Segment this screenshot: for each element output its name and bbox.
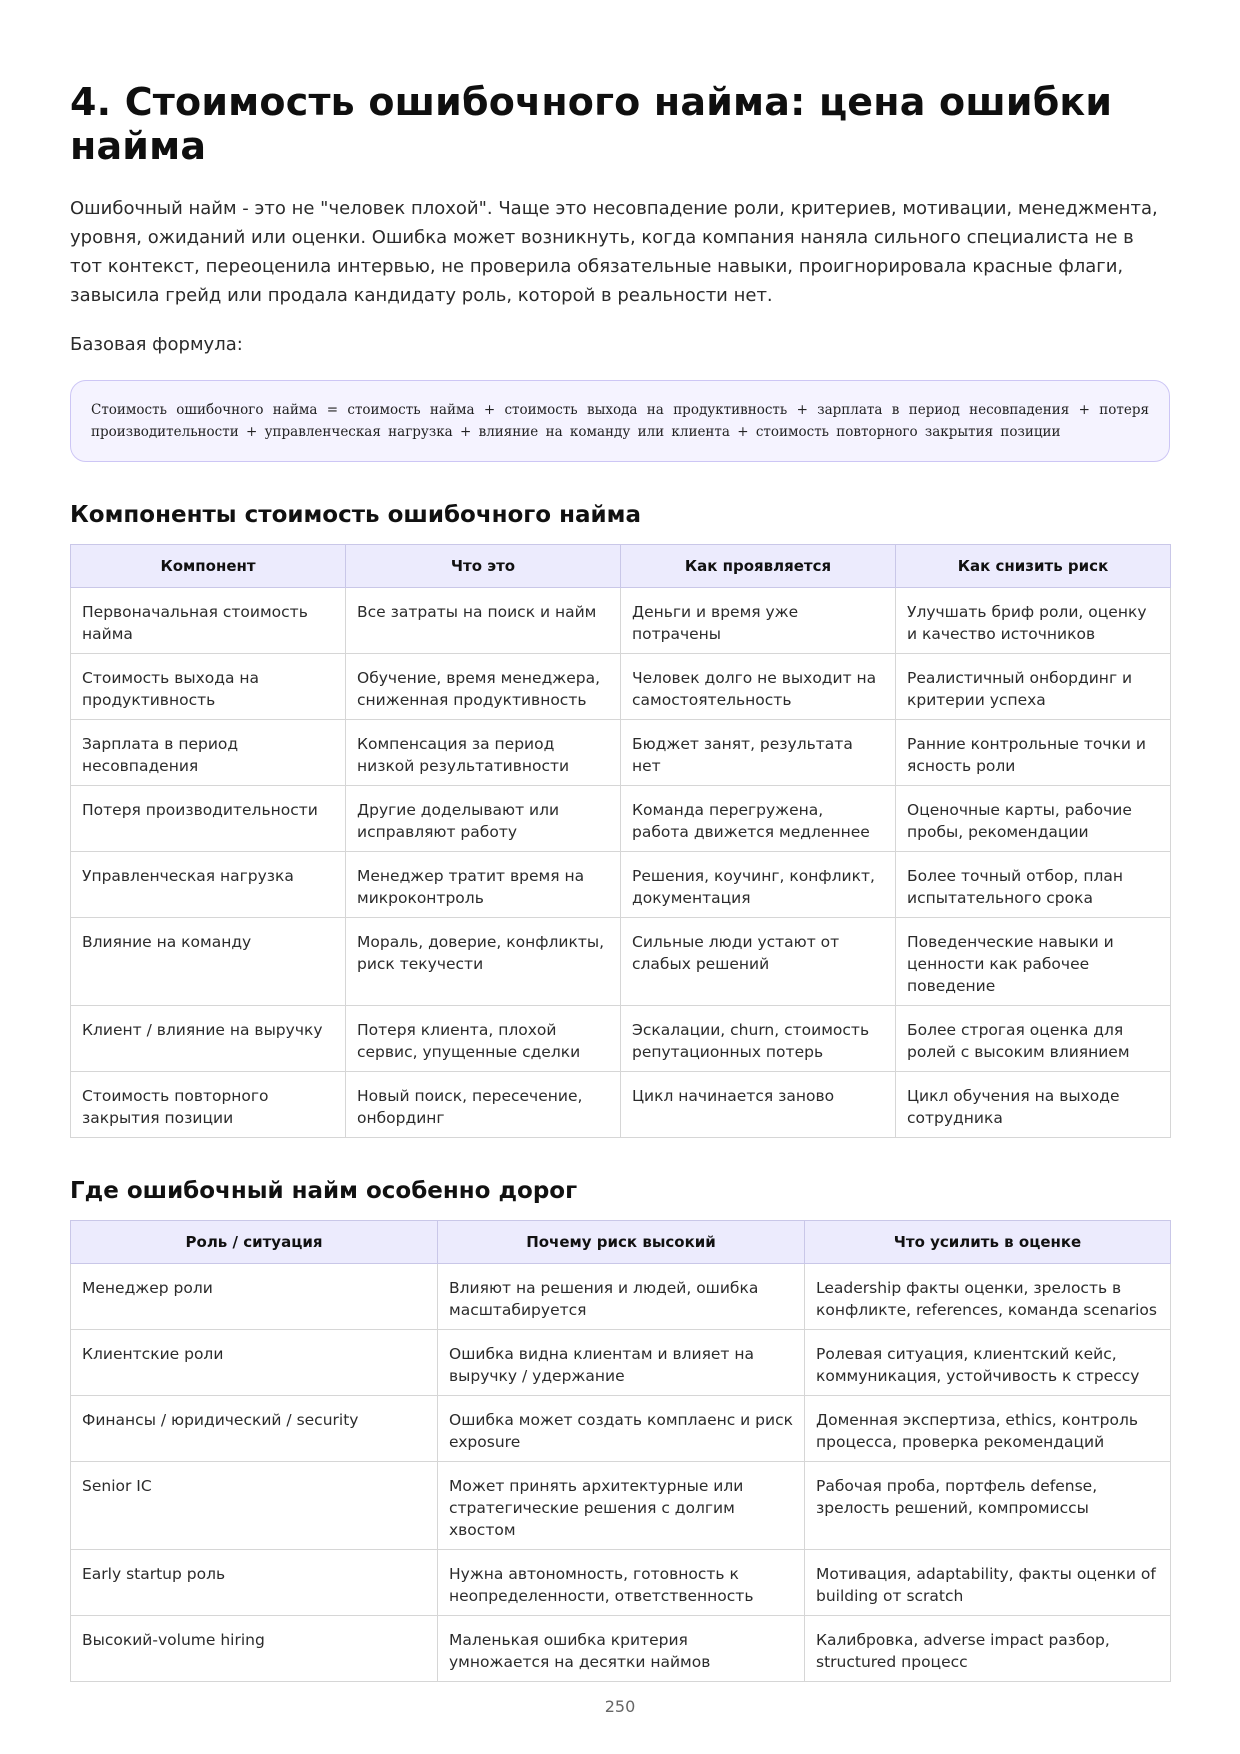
expensive-roles-table xyxy=(70,1220,1171,1682)
table-cell: Человек долго не выходит на самостоятельность xyxy=(621,654,896,720)
table-cell: Сильные люди устают от слабых решений xyxy=(621,918,896,1006)
table-cell: Мотивация, adaptability, факты оценки of building от scratch xyxy=(805,1550,1171,1616)
table-cell: Эскалации, churn, стоимость репутационных потерь xyxy=(621,1006,896,1072)
table-cell: Маленькая ошибка критерия умножается на десятки наймов xyxy=(438,1616,805,1682)
table-cell: Ранние контрольные точки и ясность роли xyxy=(896,720,1171,786)
table-cell: Улучшать бриф роли, оценку и качество источников xyxy=(896,588,1171,654)
table-cell: Финансы / юридический / security xyxy=(71,1396,438,1462)
table-cell: Клиент / влияние на выручку xyxy=(71,1006,346,1072)
table-cell: Калибровка, adverse impact разбор, structured процесс xyxy=(805,1616,1171,1682)
table-cell: Бюджет занят, результата нет xyxy=(621,720,896,786)
table-cell: Деньги и время уже потрачены xyxy=(621,588,896,654)
table-cell: Leadership факты оценки, зрелость в конфликте, references, команда scenarios xyxy=(805,1264,1171,1330)
table-cell: Мораль, доверие, конфликты, риск текучести xyxy=(346,918,621,1006)
components-table xyxy=(70,544,1171,1138)
table-cell: Senior IC xyxy=(71,1462,438,1550)
table-cell: Доменная экспертиза, ethics, контроль процесса, проверка рекомендаций xyxy=(805,1396,1171,1462)
table-row xyxy=(71,654,1171,720)
table-cell: Новый поиск, пересечение, онбординг xyxy=(346,1072,621,1138)
table-cell: Влияние на команду xyxy=(71,918,346,1006)
table-cell: Другие доделывают или исправляют работу xyxy=(346,786,621,852)
column-header: Как снизить риск xyxy=(896,545,1171,588)
column-header: Почему риск высокий xyxy=(438,1221,805,1264)
table-cell: Компенсация за период низкой результативности xyxy=(346,720,621,786)
formula-box: Стоимость ошибочного найма = стоимость найма + стоимость выхода на продуктивность + зарплата в период несовпадения + потеря производительности + управленческая нагрузка + влияние на команду или клиента + стоимость повторного закрытия позиции xyxy=(70,380,1170,462)
column-header: Как проявляется xyxy=(621,545,896,588)
table-cell: Ролевая ситуация, клиентский кейс, коммуникация, устойчивость к стрессу xyxy=(805,1330,1171,1396)
table-cell: Рабочая проба, портфель defense, зрелость решений, компромиссы xyxy=(805,1462,1171,1550)
column-header: Компонент xyxy=(71,545,346,588)
column-header: Что это xyxy=(346,545,621,588)
table-cell: Более точный отбор, план испытательного срока xyxy=(896,852,1171,918)
formula-label: Базовая формула: xyxy=(70,334,243,355)
table-row xyxy=(71,1072,1171,1138)
table-row xyxy=(71,1462,1171,1550)
table-cell: Менеджер роли xyxy=(71,1264,438,1330)
table-cell: Зарплата в период несовпадения xyxy=(71,720,346,786)
table-cell: Команда перегружена, работа движется медленнее xyxy=(621,786,896,852)
table-cell: Цикл начинается заново xyxy=(621,1072,896,1138)
components-heading: Компоненты стоимость ошибочного найма xyxy=(70,502,641,528)
table-cell: Менеджер тратит время на микроконтроль xyxy=(346,852,621,918)
table-cell: Оценочные карты, рабочие пробы, рекомендации xyxy=(896,786,1171,852)
table-cell: Поведенческие навыки и ценности как рабочее поведение xyxy=(896,918,1171,1006)
table-row xyxy=(71,852,1171,918)
table-cell: Ошибка может создать комплаенс и риск exposure xyxy=(438,1396,805,1462)
table-header-row xyxy=(71,1221,1171,1264)
table-cell: Все затраты на поиск и найм xyxy=(346,588,621,654)
table-row xyxy=(71,1396,1171,1462)
table-row xyxy=(71,918,1171,1006)
page-title: 4. Стоимость ошибочного найма: цена ошибки найма xyxy=(70,80,1113,168)
table-header-row xyxy=(71,545,1171,588)
page-number: 250 xyxy=(604,1697,636,1716)
table-row xyxy=(71,1550,1171,1616)
expensive-heading: Где ошибочный найм особенно дорог xyxy=(70,1178,578,1204)
table-cell: Управленческая нагрузка xyxy=(71,852,346,918)
column-header: Что усилить в оценке xyxy=(805,1221,1171,1264)
table-cell: Потеря клиента, плохой сервис, упущенные сделки xyxy=(346,1006,621,1072)
table-row xyxy=(71,588,1171,654)
table-cell: Нужна автономность, готовность к неопределенности, ответственность xyxy=(438,1550,805,1616)
table-row xyxy=(71,1006,1171,1072)
table-row xyxy=(71,1330,1171,1396)
table-cell: Решения, коучинг, конфликт, документация xyxy=(621,852,896,918)
table-cell: Высокий-volume hiring xyxy=(71,1616,438,1682)
table-cell: Может принять архитектурные или стратегические решения с долгим хвостом xyxy=(438,1462,805,1550)
table-row xyxy=(71,1264,1171,1330)
table-cell: Клиентские роли xyxy=(71,1330,438,1396)
table-row xyxy=(71,786,1171,852)
table-row xyxy=(71,720,1171,786)
table-cell: Стоимость повторного закрытия позиции xyxy=(71,1072,346,1138)
column-header: Роль / ситуация xyxy=(71,1221,438,1264)
table-cell: Реалистичный онбординг и критерии успеха xyxy=(896,654,1171,720)
table-cell: Стоимость выхода на продуктивность xyxy=(71,654,346,720)
table-row xyxy=(71,1616,1171,1682)
table-cell: Цикл обучения на выходе сотрудника xyxy=(896,1072,1171,1138)
table-cell: Early startup роль xyxy=(71,1550,438,1616)
intro-paragraph: Ошибочный найм - это не "человек плохой". Чаще это несовпадение роли, критериев, мотивации, менеджмента, уровня, ожиданий или оценки. Ошибка может возникнуть, когда компания наняла сильного специалиста не в тот контекст, переоценила интервью, не проверила обязательные навыки, проигнорировала красные флаги, завысила грейд или продала кандидату роль, которой в реальности нет. xyxy=(70,198,1158,306)
table-cell: Ошибка видна клиентам и влияет на выручку / удержание xyxy=(438,1330,805,1396)
table-cell: Более строгая оценка для ролей с высоким влиянием xyxy=(896,1006,1171,1072)
table-cell: Потеря производительности xyxy=(71,786,346,852)
table-cell: Влияют на решения и людей, ошибка масштабируется xyxy=(438,1264,805,1330)
table-cell: Обучение, время менеджера, сниженная продуктивность xyxy=(346,654,621,720)
table-cell: Первоначальная стоимость найма xyxy=(71,588,346,654)
